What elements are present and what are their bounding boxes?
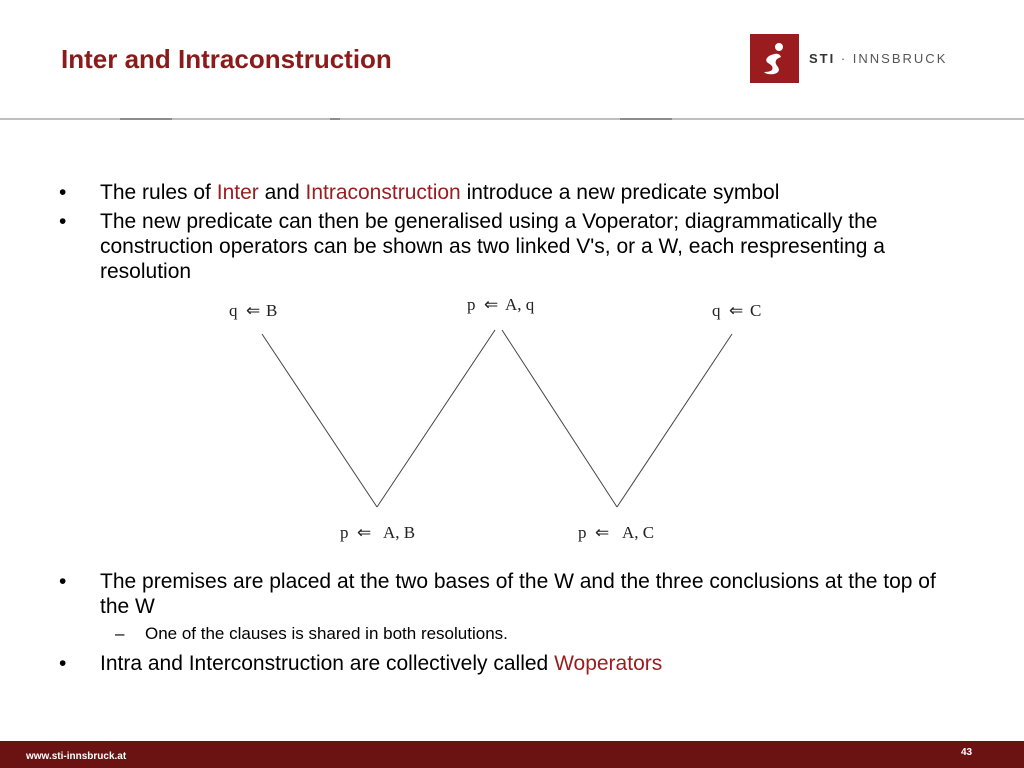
bullet-item: • The premises are placed at the two bases of the W and the three conclusions at the top of the W [59,570,936,618]
svg-text:q: q [229,301,238,320]
arrow-left-icon: ⇐ [729,301,744,320]
clause-bottom-right [578,523,654,542]
svg-text:q: q [712,301,721,320]
clause-top-right [712,301,761,320]
svg-text:A, C: A, C [622,523,655,542]
bullet-item: • The new predicate can then be generalised using a Voperator; diagrammatically the construction operators can be shown as two linked V's, or a W, each respresenting a resolution [59,210,885,283]
svg-text:A, q: A, q [505,295,535,314]
slide-title: Inter and Intraconstruction [61,44,392,74]
sti-logo [750,34,947,83]
w-diagram [0,280,1024,550]
svg-text:p: p [340,523,349,542]
clause-top-left [229,301,277,320]
svg-text:B: B [266,301,278,320]
highlight-term: Intraconstruction [305,181,461,204]
arrow-left-icon: ⇐ [246,301,261,320]
highlight-term: Inter [216,181,259,204]
arrow-left-icon: ⇐ [357,523,372,542]
w-lines [262,330,732,507]
page-number: 43 [961,747,973,758]
arrow-left-icon: ⇐ [595,523,610,542]
svg-text:p: p [578,523,587,542]
sub-bullet-item: – One of the clauses is shared in both resolutions. [115,624,508,643]
sti-figure-icon [750,34,799,83]
logo-wordmark: STI · INNSBRUCK [809,51,948,66]
header-divider [0,118,1024,120]
clause-bottom-left [340,523,415,542]
footer-bar [0,741,1024,768]
arrow-left-icon: ⇐ [484,295,499,314]
footer-url[interactable]: www.sti-innsbruck.at [26,751,127,762]
highlight-term: Woperators [554,652,663,675]
bullet-item: • The rules of Inter and Intraconstruction introduce a new predicate symbol [59,181,780,204]
clause-top-middle [467,295,535,314]
bullet-item: • Intra and Interconstruction are collectively called Woperators [59,652,663,675]
svg-text:C: C [750,301,762,320]
svg-text:A, B: A, B [383,523,416,542]
svg-text:p: p [467,295,476,314]
